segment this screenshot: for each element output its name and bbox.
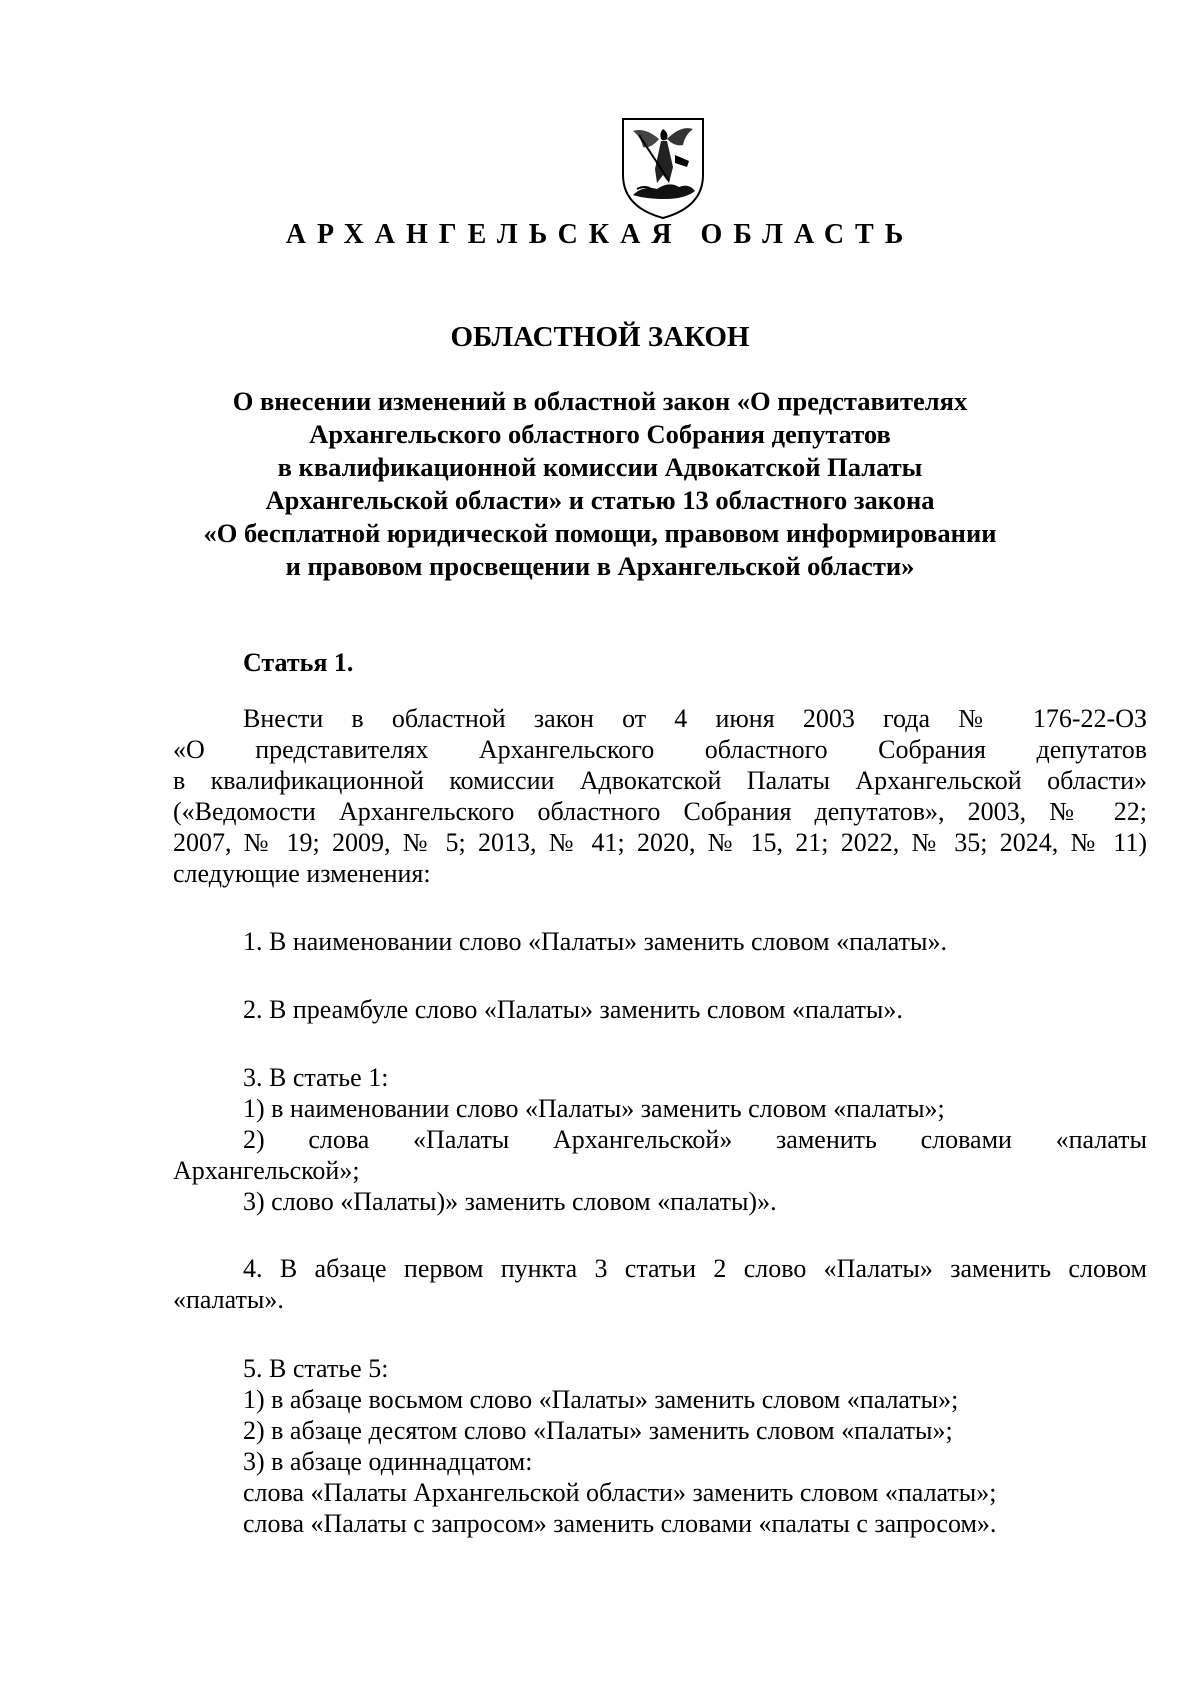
law-title — [175, 385, 1025, 583]
law-title-line: Архангельского областного Собрания депутатов — [309, 419, 891, 449]
law-title-line: и правовом просвещении в Архангельской области» — [285, 551, 915, 581]
article-heading: Статья 1. — [243, 648, 354, 677]
archangel-coat-of-arms-icon — [619, 115, 707, 221]
item-1: 1. В наименовании слово «Палаты» заменить словом «палаты». — [243, 927, 947, 956]
intro-line: в квалификационной комиссии Адвокатской Палаты Архангельской области» — [173, 766, 1147, 795]
item-5-sub-3: 3) в абзаце одиннадцатом: — [243, 1447, 533, 1476]
item-5-sub-3a: слова «Палаты Архангельской области» заменить словом «палаты»; — [243, 1478, 997, 1507]
law-title-line: Архангельской области» и статью 13 областного закона — [265, 485, 935, 515]
item-5-sub-2: 2) в абзаце десятом слово «Палаты» заменить словом «палаты»; — [243, 1416, 953, 1445]
intro-line: Внести в областной закон от 4 июня 2003 года № 176-22-ОЗ — [243, 704, 1147, 733]
item-3-sub-2: 2) слова «Палаты Архангельской» заменить словами «палаты — [243, 1125, 1147, 1154]
item-5-sub-3b: слова «Палаты с запросом» заменить словами «палаты с запросом». — [243, 1509, 997, 1538]
item-3-sub-3: 3) слово «Палаты)» заменить словом «палаты)». — [243, 1187, 777, 1216]
law-title-line: в квалификационной комиссии Адвокатской Палаты — [277, 452, 923, 482]
item-3-sub-1: 1) в наименовании слово «Палаты» заменить словом «палаты»; — [243, 1094, 945, 1123]
intro-line: «О представителях Архангельского областного Собрания депутатов — [173, 735, 1147, 764]
region-name: АРХАНГЕЛЬСКАЯ ОБЛАСТЬ — [285, 219, 915, 250]
law-type-heading: ОБЛАСТНОЙ ЗАКОН — [450, 321, 750, 353]
item-3-sub-2-cont: Архангельской»; — [173, 1156, 360, 1185]
law-title-line: О внесении изменений в областной закон «О представителях — [232, 386, 968, 416]
item-5-head: 5. В статье 5: — [243, 1354, 389, 1383]
item-4-cont: «палаты». — [173, 1285, 284, 1314]
intro-line: («Ведомости Архангельского областного Собрания депутатов», 2003, № 22; — [173, 797, 1147, 826]
item-4: 4. В абзаце первом пункта 3 статьи 2 слово «Палаты» заменить словом — [243, 1254, 1147, 1283]
law-title-line: «О бесплатной юридической помощи, правовом информировании — [203, 518, 997, 548]
intro-line: 2007, № 19; 2009, № 5; 2013, № 41; 2020, № 15, 21; 2022, № 35; 2024, № 11) — [173, 828, 1147, 857]
item-3-head: 3. В статье 1: — [243, 1063, 389, 1092]
intro-line: следующие изменения: — [173, 859, 431, 888]
item-2: 2. В преамбуле слово «Палаты» заменить словом «палаты». — [243, 995, 903, 1024]
item-5-sub-1: 1) в абзаце восьмом слово «Палаты» заменить словом «палаты»; — [243, 1385, 959, 1414]
